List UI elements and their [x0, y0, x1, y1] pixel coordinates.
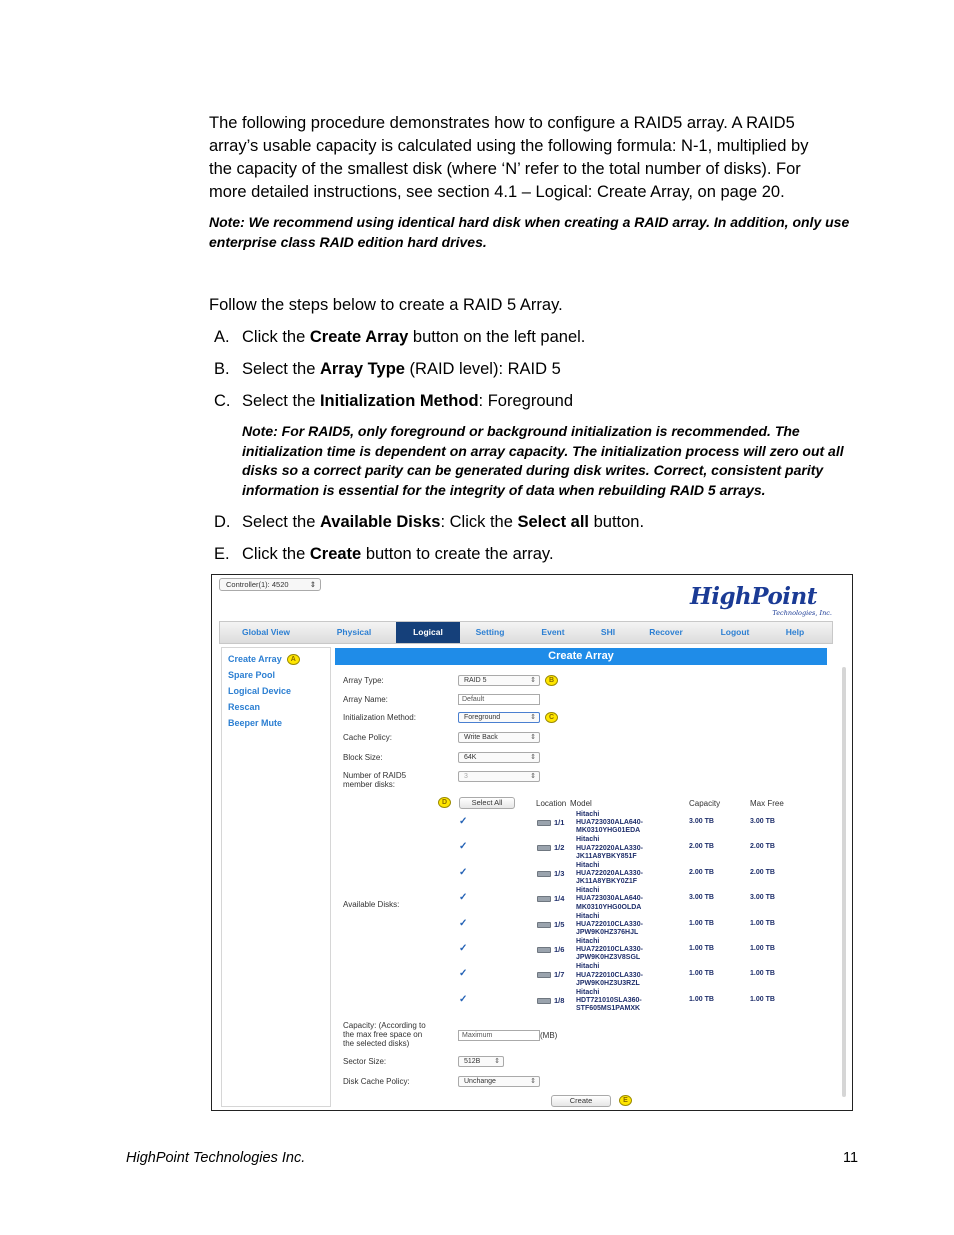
- logo-brand: HighPoint: [690, 583, 817, 610]
- disk-model: [576, 862, 643, 887]
- disk-max-free: 3.00 TB: [750, 818, 775, 825]
- disk-model-line: JK11A8YBKY0Z1F: [576, 878, 638, 886]
- disk-model-line: HUA723030ALA640-: [576, 895, 643, 903]
- nav-logout[interactable]: Logout: [720, 627, 750, 637]
- disk-row: [335, 940, 835, 965]
- disk-max-free: 1.00 TB: [750, 945, 775, 952]
- disk-model: [576, 963, 643, 988]
- disk-capacity: 2.00 TB: [689, 868, 714, 876]
- note-line: information is essential for the integrity of data when rebuilding RAID 5 arrays.: [242, 481, 766, 498]
- logo-subtitle: Technologies, Inc.: [772, 609, 832, 617]
- disk-model: [576, 989, 642, 1014]
- disk-location: 1/1: [554, 818, 565, 827]
- disk-location: 1/7: [554, 970, 565, 980]
- badge-e-icon: E: [619, 1095, 632, 1106]
- disk-model: [576, 913, 643, 938]
- sector-size-select[interactable]: [458, 1056, 504, 1067]
- step-d: [214, 511, 644, 533]
- nav-event[interactable]: Event: [541, 627, 565, 637]
- select-arrows-icon: ⇕: [530, 754, 536, 761]
- select-arrows-icon: ⇕: [530, 773, 536, 780]
- step-bold: Create Array: [309, 328, 409, 346]
- step-b: [214, 358, 561, 380]
- step-letter: C.: [214, 392, 231, 410]
- capacity-unit: (MB): [540, 1031, 558, 1040]
- nav-global-view[interactable]: Global View: [241, 627, 291, 637]
- create-button[interactable]: Create: [551, 1095, 611, 1107]
- step-a: [214, 326, 585, 348]
- capacity-label-line: Capacity: (According to: [343, 1021, 426, 1030]
- step-text: Select the: [242, 513, 320, 531]
- disk-model-line: Hitachi: [576, 988, 600, 996]
- checkbox-checked-icon[interactable]: ✓: [459, 993, 468, 1005]
- disk-model-line: Hitachi: [576, 912, 600, 920]
- controller-select[interactable]: [219, 578, 321, 591]
- member-disks-select[interactable]: [458, 771, 540, 782]
- checkbox-checked-icon[interactable]: ✓: [459, 943, 468, 954]
- hard-disk-icon: [537, 845, 551, 851]
- disk-model-line: Hitachi: [576, 861, 600, 869]
- block-size-label: Block Size:: [343, 753, 383, 762]
- sector-size-value: 512B: [464, 1058, 481, 1065]
- step-text: button on the left panel.: [408, 328, 586, 346]
- step-text: Click the: [242, 545, 310, 563]
- disk-location: 1/2: [554, 843, 565, 853]
- disk-model-line: STF605MS1PAMXK: [576, 1005, 641, 1013]
- disk-location: 1/3: [554, 868, 565, 878]
- sidebar-item-beeper-mute[interactable]: Beeper Mute: [228, 718, 283, 728]
- available-disks-label: Available Disks:: [343, 900, 400, 909]
- init-method-label: Initialization Method:: [343, 713, 416, 722]
- block-size-select[interactable]: [458, 752, 540, 763]
- highpoint-logo: [690, 583, 840, 623]
- cache-policy-label: Cache Policy:: [343, 733, 392, 742]
- block-size-value: 64K: [464, 754, 477, 761]
- follow-text: Follow the steps below to create a RAID 5 Array.: [209, 296, 563, 314]
- disk-model-line: HUA722010CLA330-: [576, 971, 643, 979]
- badge-b-icon: B: [545, 675, 558, 686]
- nav-logical[interactable]: Logical: [396, 622, 460, 643]
- step-text: : Click the: [440, 513, 518, 531]
- sidebar-item-rescan[interactable]: Rescan: [228, 702, 261, 712]
- checkbox-checked-icon[interactable]: ✓: [459, 917, 468, 929]
- select-arrows-icon: ⇕: [530, 677, 536, 684]
- disk-model: [576, 811, 643, 836]
- disk-max-free: 2.00 TB: [750, 868, 775, 876]
- nav-recover[interactable]: Recover: [649, 627, 683, 637]
- col-model: Model: [570, 799, 592, 808]
- hard-disk-icon: [537, 947, 551, 953]
- note-line: enterprise class RAID edition hard drives.: [209, 233, 487, 250]
- select-all-button[interactable]: Select All: [459, 797, 515, 809]
- select-arrows-icon: ⇕: [309, 580, 316, 589]
- intro-line: more detailed instructions, see section 4.1 – Logical: Create Array, on page 20.: [209, 183, 785, 201]
- step-text: Select the: [242, 360, 320, 378]
- col-max-free: Max Free: [750, 799, 784, 808]
- disk-model: [576, 887, 643, 912]
- array-name-input[interactable]: Default: [458, 694, 540, 705]
- disk-row: [335, 838, 835, 863]
- footer-company: HighPoint Technologies Inc.: [126, 1150, 306, 1166]
- scrollbar[interactable]: [842, 667, 846, 1097]
- disk-max-free: 1.00 TB: [750, 995, 775, 1003]
- disk-model-line: JK11A8YBKY851F: [576, 852, 637, 860]
- disk-max-free: 2.00 TB: [750, 843, 775, 851]
- form-header: Create Array: [335, 648, 827, 665]
- disk-model-line: HUA722010CLA330-: [576, 946, 643, 954]
- disk-model-line: HUA722020ALA330-: [576, 844, 643, 852]
- hard-disk-icon: [537, 820, 551, 826]
- disk-max-free: 3.00 TB: [750, 894, 775, 902]
- left-panel: [221, 647, 331, 1107]
- nav-physical[interactable]: Physical: [336, 627, 372, 637]
- intro-line: the capacity of the smallest disk (where ‘N’ refer to the total number of disks). For: [209, 160, 801, 178]
- disk-row: [335, 813, 835, 838]
- disk-row: [335, 912, 835, 940]
- create-array-form: [335, 647, 843, 1107]
- col-location: Location: [536, 799, 567, 808]
- array-type-value: RAID 5: [464, 677, 487, 684]
- disk-model-line: Hitachi: [576, 963, 600, 971]
- select-arrows-icon: ⇕: [494, 1058, 500, 1065]
- badge-a-icon: A: [287, 654, 300, 665]
- badge-c-icon: C: [545, 712, 558, 723]
- checkbox-checked-icon[interactable]: ✓: [459, 841, 468, 853]
- step-text: button to create the array.: [361, 545, 554, 563]
- create-array-screenshot: [211, 574, 853, 1111]
- disk-cache-value: Unchange: [464, 1078, 496, 1085]
- step-e: [214, 543, 554, 565]
- select-arrows-icon: ⇕: [530, 714, 536, 721]
- disk-model-line: Hitachi: [576, 836, 600, 844]
- capacity-label-line: the max free space on: [343, 1030, 423, 1039]
- page-number: 11: [843, 1150, 859, 1166]
- disk-model-line: Hitachi: [576, 938, 600, 945]
- disk-model-line: HUA722020ALA330-: [576, 870, 643, 877]
- array-type-select[interactable]: [458, 675, 540, 686]
- capacity-label: [343, 1021, 426, 1048]
- disk-model-line: Hitachi: [576, 887, 600, 895]
- top-nav: [219, 621, 833, 644]
- disk-model-line: MK0310YHG01EDA: [576, 827, 641, 835]
- intro-line: array’s usable capacity is calculated using the following formula: N-1, multiplied by: [209, 137, 809, 155]
- disk-max-free: 1.00 TB: [750, 970, 775, 978]
- disk-location: 1/6: [554, 945, 565, 954]
- disk-model: [576, 938, 643, 963]
- sidebar-item-label: Create Array: [228, 654, 282, 664]
- note-line: Note: We recommend using identical hard disk when creating a RAID array. In addition, only use: [209, 214, 850, 230]
- step-bold: Initialization Method: [319, 392, 479, 410]
- sector-size-label: Sector Size:: [343, 1057, 387, 1066]
- cache-policy-select[interactable]: [458, 732, 540, 743]
- disk-model-line: JPW9K0HZ3V8SGL: [576, 954, 641, 962]
- capacity-input[interactable]: Maximum: [458, 1030, 540, 1041]
- disk-capacity: 1.00 TB: [689, 995, 714, 1003]
- disk-location: 1/4: [554, 894, 565, 904]
- hard-disk-icon: [537, 896, 551, 902]
- disk-location: 1/8: [554, 995, 565, 1005]
- step-bold: Create: [309, 545, 362, 563]
- note-line: Note: For RAID5, only foreground or background initialization is recommended. The: [242, 423, 800, 439]
- step-letter: E.: [214, 545, 230, 563]
- checkbox-checked-icon[interactable]: ✓: [459, 816, 468, 827]
- step-bold: Select all: [517, 513, 590, 531]
- disk-model-line: MK0310YHG0OLDA: [576, 903, 642, 911]
- step-text: (RAID level): RAID 5: [404, 360, 561, 378]
- array-name-label: Array Name:: [343, 695, 388, 704]
- hard-disk-icon: [537, 922, 551, 928]
- disk-row: [335, 861, 835, 889]
- disk-row: [335, 988, 835, 1016]
- disk-model-line: JPW9K0HZ3U3RZL: [576, 979, 640, 987]
- disk-model-line: HUA723030ALA640-: [576, 819, 643, 827]
- disk-location: 1/5: [554, 919, 565, 929]
- disk-capacity: 3.00 TB: [689, 818, 714, 825]
- disk-cache-select[interactable]: [458, 1076, 540, 1087]
- step-text: button.: [589, 513, 645, 531]
- disk-model-line: Hitachi: [576, 811, 600, 818]
- intro-paragraph: [209, 112, 869, 204]
- badge-d-icon: D: [438, 797, 451, 808]
- disk-capacity: 1.00 TB: [689, 970, 714, 978]
- disk-cache-label: Disk Cache Policy:: [343, 1077, 410, 1086]
- member-disks-label-line: member disks:: [343, 780, 396, 789]
- note-raid5-init: [242, 422, 844, 500]
- nav-help[interactable]: Help: [785, 627, 805, 637]
- hard-disk-icon: [537, 998, 551, 1004]
- disk-capacity: 2.00 TB: [689, 843, 714, 851]
- disk-max-free: 1.00 TB: [750, 919, 775, 927]
- cache-policy-value: Write Back: [464, 734, 498, 741]
- disk-row: [335, 889, 835, 914]
- disk-model-line: HUA722010CLA330-: [576, 920, 643, 928]
- disk-row: [335, 965, 835, 990]
- step-c: [214, 390, 573, 412]
- note-identical-disks: [209, 213, 849, 252]
- note-line: initialization time is dependent on array capacity. The initialization process will zero out all: [242, 442, 844, 459]
- select-arrows-icon: ⇕: [530, 1078, 536, 1085]
- sidebar-item-logical-device[interactable]: Logical Device: [228, 686, 292, 696]
- hard-disk-icon: [537, 972, 551, 978]
- nav-setting[interactable]: Setting: [475, 627, 505, 637]
- capacity-label-line: the selected disks): [343, 1039, 410, 1048]
- step-letter: B.: [214, 360, 230, 378]
- note-line: disks so a correct parity can be generated during disk writes. Correct, consistent parity: [242, 462, 824, 478]
- disk-model-line: JPW9K0HZ376HJL: [576, 929, 639, 936]
- member-disks-label-line: Number of RAID5: [343, 771, 407, 780]
- init-method-value: Foreground: [464, 714, 501, 721]
- checkbox-checked-icon[interactable]: ✓: [459, 866, 468, 878]
- step-letter: A.: [214, 328, 230, 346]
- checkbox-checked-icon[interactable]: ✓: [459, 968, 468, 980]
- disk-model-line: HDT721010SLA360-: [576, 997, 642, 1004]
- sidebar-item-create-array[interactable]: [228, 654, 300, 665]
- disk-capacity: 1.00 TB: [689, 919, 714, 927]
- init-method-select[interactable]: [458, 712, 540, 723]
- disk-capacity: 1.00 TB: [689, 945, 714, 952]
- step-bold: Available Disks: [319, 513, 441, 531]
- sidebar-item-spare-pool[interactable]: Spare Pool: [228, 670, 276, 680]
- step-text: Select the: [242, 392, 320, 410]
- checkbox-checked-icon[interactable]: ✓: [459, 892, 468, 904]
- member-disks-value: 3: [464, 773, 468, 780]
- hard-disk-icon: [537, 871, 551, 877]
- controller-label: Controller(1): 4520: [226, 580, 289, 589]
- array-type-label: Array Type:: [343, 676, 384, 685]
- step-text: : Foreground: [478, 392, 574, 410]
- member-disks-label: [343, 771, 406, 789]
- step-letter: D.: [214, 513, 231, 531]
- col-capacity: Capacity: [689, 799, 721, 808]
- disk-capacity: 3.00 TB: [689, 894, 714, 902]
- nav-shi[interactable]: SHI: [600, 627, 616, 637]
- step-bold: Array Type: [319, 360, 405, 378]
- intro-line: The following procedure demonstrates how to configure a RAID5 array. A RAID5: [209, 114, 795, 132]
- disk-model: [576, 836, 643, 861]
- select-arrows-icon: ⇕: [530, 734, 536, 741]
- step-text: Click the: [242, 328, 310, 346]
